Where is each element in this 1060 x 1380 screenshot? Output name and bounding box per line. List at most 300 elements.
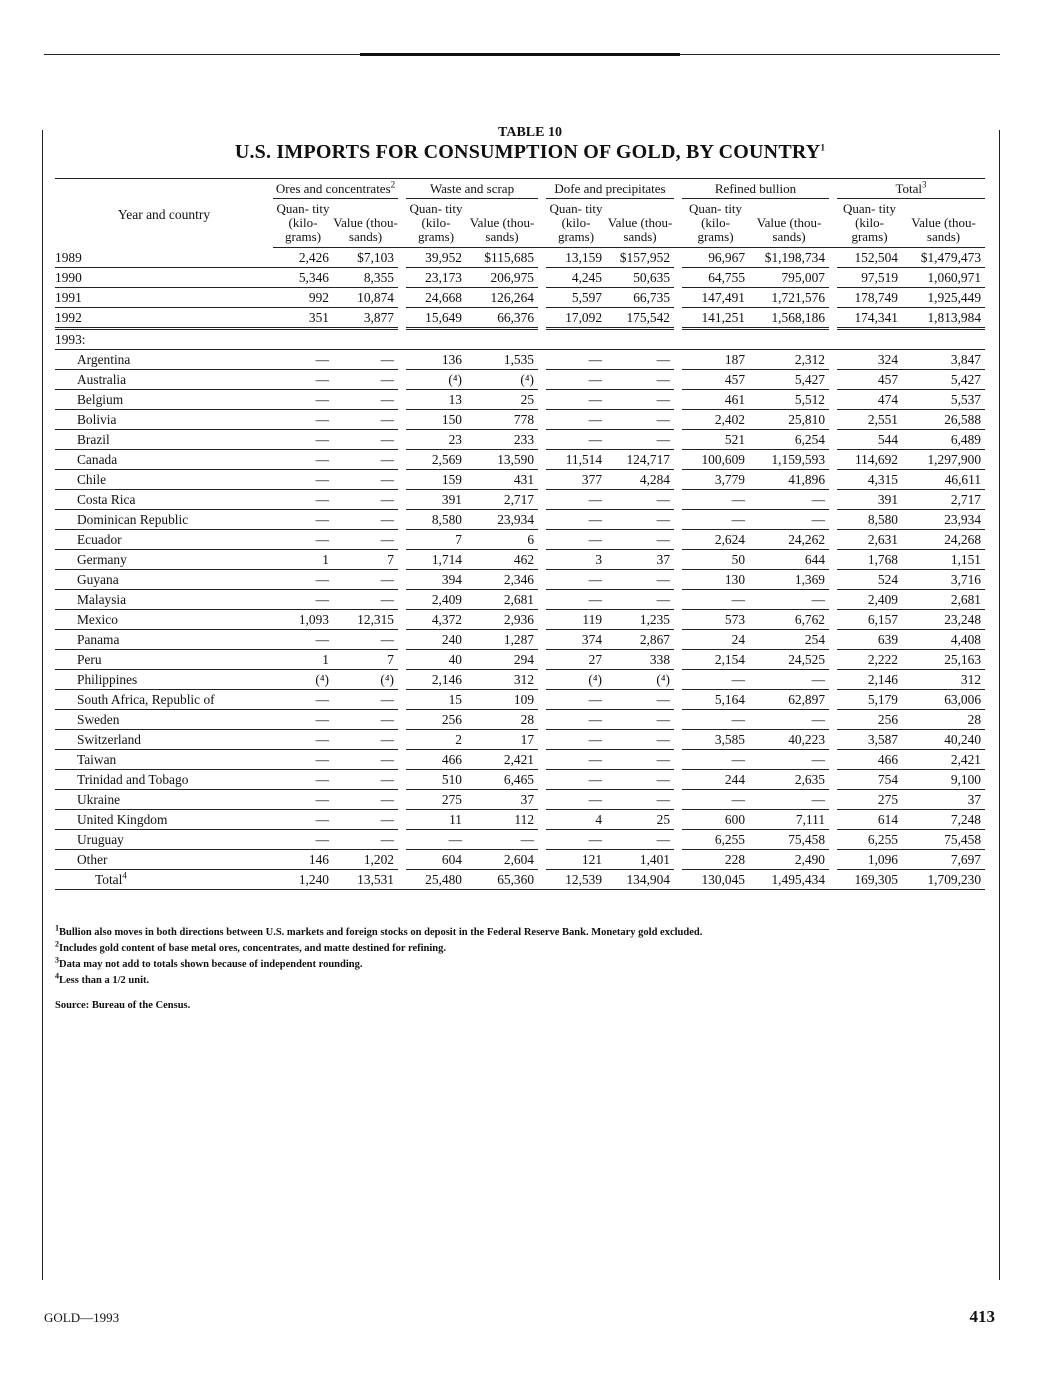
- value-cell: 2,717: [466, 490, 538, 510]
- group-header: [273, 179, 398, 200]
- quantity-cell: 15,649: [406, 308, 466, 329]
- row-label: [55, 308, 273, 329]
- quantity-cell: —: [546, 490, 606, 510]
- quantity-cell: 2: [406, 730, 466, 750]
- column-gap: [538, 670, 546, 690]
- column-gap: [674, 248, 682, 268]
- value-cell: —: [333, 510, 398, 530]
- value-cell: —: [466, 830, 538, 850]
- column-gap: [674, 690, 682, 710]
- column-gap: [538, 630, 546, 650]
- quantity-cell: 114,692: [837, 450, 902, 470]
- quantity-cell: —: [273, 690, 333, 710]
- country-row: [55, 370, 985, 390]
- year-country-header: Year and country: [55, 179, 273, 248]
- value-cell: 62,897: [749, 690, 829, 710]
- value-cell: 63,006: [902, 690, 985, 710]
- value-cell: —: [333, 790, 398, 810]
- row-footnote-mark: 4: [122, 870, 127, 881]
- value-cell: 13,590: [466, 450, 538, 470]
- country-row: [55, 710, 985, 730]
- quantity-cell: 3,587: [837, 730, 902, 750]
- value-cell: —: [333, 690, 398, 710]
- quantity-cell: 614: [837, 810, 902, 830]
- value-cell: 23,934: [902, 510, 985, 530]
- row-label: [55, 750, 273, 770]
- row-label-text: Taiwan: [77, 752, 117, 767]
- row-label: [55, 490, 273, 510]
- row-label: [55, 288, 273, 308]
- row-label-text: Philippines: [77, 672, 138, 687]
- quantity-cell: —: [273, 790, 333, 810]
- group-footnote: 3: [922, 179, 927, 190]
- quantity-cell: 754: [837, 770, 902, 790]
- quantity-cell: 97,519: [837, 268, 902, 288]
- value-cell: —: [606, 370, 674, 390]
- value-cell: —: [333, 410, 398, 430]
- quantity-cell: 3,585: [682, 730, 749, 750]
- value-cell: —: [333, 490, 398, 510]
- column-gap: [829, 610, 837, 630]
- value-column-header: Value (thou- sands): [749, 199, 829, 248]
- country-row: [55, 570, 985, 590]
- quantity-cell: 147,491: [682, 288, 749, 308]
- row-label-text: Argentina: [77, 352, 131, 367]
- value-cell: —: [606, 430, 674, 450]
- value-cell: 778: [466, 410, 538, 430]
- row-label: [55, 650, 273, 670]
- quantity-cell: —: [273, 490, 333, 510]
- country-row: [55, 510, 985, 530]
- column-gap: [829, 308, 837, 329]
- value-cell: 1,287: [466, 630, 538, 650]
- row-label: [55, 810, 273, 830]
- column-gap: [674, 790, 682, 810]
- column-gap: [398, 390, 406, 410]
- column-gap: [829, 510, 837, 530]
- row-label-text: United Kingdom: [77, 812, 168, 827]
- quantity-cell: —: [682, 510, 749, 530]
- row-label-text: Sweden: [77, 712, 120, 727]
- row-label: [55, 329, 273, 350]
- quantity-cell: —: [273, 630, 333, 650]
- quantity-cell: 5,164: [682, 690, 749, 710]
- column-gap: [674, 810, 682, 830]
- quantity-cell: —: [546, 770, 606, 790]
- column-gap: [829, 870, 837, 890]
- row-label: [55, 390, 273, 410]
- value-cell: 2,421: [466, 750, 538, 770]
- quantity-cell: 13: [406, 390, 466, 410]
- page-number: 413: [969, 1307, 995, 1326]
- country-row: [55, 530, 985, 550]
- value-cell: —: [606, 390, 674, 410]
- column-gap: [829, 690, 837, 710]
- quantity-cell: 457: [837, 370, 902, 390]
- column-gap: [829, 490, 837, 510]
- quantity-cell: 178,749: [837, 288, 902, 308]
- value-cell: —: [333, 450, 398, 470]
- value-cell: 6,762: [749, 610, 829, 630]
- value-cell: 24,268: [902, 530, 985, 550]
- value-cell: (⁴): [606, 670, 674, 690]
- quantity-cell: 4: [546, 810, 606, 830]
- value-cell: 13,531: [333, 870, 398, 890]
- quantity-cell: 1,714: [406, 550, 466, 570]
- column-gap: [674, 870, 682, 890]
- quantity-cell: 27: [546, 650, 606, 670]
- row-label: [55, 870, 273, 890]
- column-gap: [538, 770, 546, 790]
- quantity-cell: 461: [682, 390, 749, 410]
- quantity-cell: 146: [273, 850, 333, 870]
- value-cell: —: [333, 390, 398, 410]
- column-gap: [674, 550, 682, 570]
- value-cell: 7: [333, 650, 398, 670]
- value-cell: —: [333, 470, 398, 490]
- column-gap: [674, 410, 682, 430]
- column-gap: [538, 610, 546, 630]
- quantity-cell: —: [273, 530, 333, 550]
- quantity-cell: 1,240: [273, 870, 333, 890]
- quantity-cell: 377: [546, 470, 606, 490]
- value-cell: 312: [466, 670, 538, 690]
- quantity-cell: —: [546, 730, 606, 750]
- value-cell: 1,709,230: [902, 870, 985, 890]
- value-cell: —: [749, 510, 829, 530]
- quantity-cell: 573: [682, 610, 749, 630]
- group-label: Waste and scrap: [429, 181, 515, 196]
- column-gap: [674, 610, 682, 630]
- column-gap: [398, 470, 406, 490]
- column-gap: [674, 850, 682, 870]
- value-column-header: Value (thou- sands): [333, 199, 398, 248]
- table-title-text: U.S. IMPORTS FOR CONSUMPTION OF GOLD, BY COUNTRY: [234, 141, 821, 163]
- quantity-cell: 2,426: [273, 248, 333, 268]
- quantity-cell: —: [682, 750, 749, 770]
- quantity-cell: 25,480: [406, 870, 466, 890]
- column-gap: [398, 790, 406, 810]
- value-cell: 134,904: [606, 870, 674, 890]
- column-gap: [538, 710, 546, 730]
- quantity-cell: 510: [406, 770, 466, 790]
- country-row: [55, 670, 985, 690]
- value-cell: 126,264: [466, 288, 538, 308]
- footnote: [55, 925, 985, 941]
- row-label-text: Ukraine: [77, 792, 121, 807]
- value-cell: —: [749, 670, 829, 690]
- value-cell: (⁴): [333, 670, 398, 690]
- value-cell: 25: [606, 810, 674, 830]
- row-label-text: 1991: [55, 290, 82, 305]
- column-gap: [829, 710, 837, 730]
- value-cell: 9,100: [902, 770, 985, 790]
- quantity-cell: —: [546, 390, 606, 410]
- value-cell: $7,103: [333, 248, 398, 268]
- value-cell: —: [749, 750, 829, 770]
- value-cell: —: [333, 810, 398, 830]
- column-gap: [538, 248, 546, 268]
- quantity-cell: 130,045: [682, 870, 749, 890]
- value-cell: 25,810: [749, 410, 829, 430]
- country-row: [55, 790, 985, 810]
- row-label: [55, 770, 273, 790]
- quantity-cell: 544: [837, 430, 902, 450]
- quantity-cell: 169,305: [837, 870, 902, 890]
- country-row: [55, 810, 985, 830]
- column-gap: [538, 308, 546, 329]
- quantity-cell: 2,551: [837, 410, 902, 430]
- country-row: [55, 430, 985, 450]
- column-gap: [674, 570, 682, 590]
- quantity-cell: 324: [837, 350, 902, 370]
- group-header: [406, 179, 538, 200]
- value-cell: 2,681: [902, 590, 985, 610]
- column-gap: [674, 199, 682, 248]
- value-cell: 175,542: [606, 308, 674, 329]
- quantity-cell: —: [546, 830, 606, 850]
- quantity-cell: 2,631: [837, 530, 902, 550]
- quantity-cell: 2,409: [837, 590, 902, 610]
- quantity-cell: —: [546, 350, 606, 370]
- value-cell: 75,458: [902, 830, 985, 850]
- gold-imports-table: [55, 178, 985, 890]
- column-gap: [829, 248, 837, 268]
- column-gap: [398, 410, 406, 430]
- column-gap: [398, 750, 406, 770]
- quantity-cell: 256: [837, 710, 902, 730]
- column-gap: [538, 530, 546, 550]
- title-footnote-mark: 1: [820, 142, 826, 153]
- value-cell: 5,512: [749, 390, 829, 410]
- column-gap: [829, 268, 837, 288]
- quantity-cell: 474: [837, 390, 902, 410]
- value-cell: —: [333, 350, 398, 370]
- value-cell: 28: [902, 710, 985, 730]
- quantity-cell: —: [273, 370, 333, 390]
- column-gap: [674, 510, 682, 530]
- quantity-cell: —: [546, 530, 606, 550]
- quantity-cell: 121: [546, 850, 606, 870]
- footnote-text: Less than a 1/2 unit.: [59, 975, 150, 986]
- country-row: [55, 690, 985, 710]
- footnote-mark: 4: [55, 971, 59, 981]
- value-cell: 75,458: [749, 830, 829, 850]
- row-label: [55, 830, 273, 850]
- row-label: [55, 530, 273, 550]
- quantity-cell: 992: [273, 288, 333, 308]
- row-label: [55, 410, 273, 430]
- quantity-cell: 521: [682, 430, 749, 450]
- column-gap: [829, 550, 837, 570]
- row-label-text: Ecuador: [77, 532, 122, 547]
- quantity-cell: —: [273, 470, 333, 490]
- column-gap: [398, 268, 406, 288]
- value-cell: 5,427: [749, 370, 829, 390]
- row-label: [55, 570, 273, 590]
- quantity-cell: 2,146: [837, 670, 902, 690]
- value-cell: —: [333, 730, 398, 750]
- column-gap: [674, 730, 682, 750]
- column-gap: [538, 450, 546, 470]
- column-gap: [829, 530, 837, 550]
- value-cell: —: [333, 570, 398, 590]
- row-label: [55, 550, 273, 570]
- quantity-cell: —: [273, 350, 333, 370]
- column-gap: [674, 650, 682, 670]
- column-gap: [674, 470, 682, 490]
- quantity-cell: 11,514: [546, 450, 606, 470]
- footnote: [55, 941, 985, 957]
- quantity-cell: 24: [682, 630, 749, 650]
- row-label-text: Bolivia: [77, 412, 117, 427]
- row-label-text: Peru: [77, 652, 102, 667]
- value-cell: 41,896: [749, 470, 829, 490]
- country-row: [55, 750, 985, 770]
- row-label-text: Germany: [77, 552, 127, 567]
- value-cell: 2,635: [749, 770, 829, 790]
- group-label: Dofe and precipitates: [554, 181, 666, 196]
- column-gap: [398, 810, 406, 830]
- year-row: [55, 248, 985, 268]
- value-cell: 24,262: [749, 530, 829, 550]
- value-cell: 23,934: [466, 510, 538, 530]
- right-margin-bar: [999, 130, 1000, 1280]
- source-note: Source: Bureau of the Census.: [55, 1000, 191, 1011]
- column-gap: [829, 350, 837, 370]
- group-label: Ores and concentrates: [275, 181, 391, 196]
- column-gap: [398, 550, 406, 570]
- country-row: [55, 470, 985, 490]
- quantity-cell: 136: [406, 350, 466, 370]
- column-gap: [674, 830, 682, 850]
- column-gap: [538, 350, 546, 370]
- country-row: [55, 490, 985, 510]
- row-label-text: Uruguay: [77, 832, 124, 847]
- country-row: [55, 610, 985, 630]
- column-gap: [538, 590, 546, 610]
- table-title: [0, 141, 1060, 164]
- column-gap: [398, 490, 406, 510]
- value-cell: 124,717: [606, 450, 674, 470]
- value-cell: 644: [749, 550, 829, 570]
- row-label: [55, 248, 273, 268]
- quantity-cell: —: [546, 790, 606, 810]
- value-cell: 2,490: [749, 850, 829, 870]
- value-cell: $115,685: [466, 248, 538, 268]
- quantity-cell: —: [273, 590, 333, 610]
- value-cell: 795,007: [749, 268, 829, 288]
- column-gap: [674, 770, 682, 790]
- quantity-cell: 374: [546, 630, 606, 650]
- column-gap: [398, 710, 406, 730]
- quantity-cell: —: [273, 450, 333, 470]
- column-gap: [538, 810, 546, 830]
- value-cell: 12,315: [333, 610, 398, 630]
- value-cell: 66,376: [466, 308, 538, 329]
- column-gap: [398, 510, 406, 530]
- quantity-cell: 13,159: [546, 248, 606, 268]
- quantity-cell: 5,597: [546, 288, 606, 308]
- quantity-cell: 2,146: [406, 670, 466, 690]
- quantity-cell: —: [273, 710, 333, 730]
- section-row: [55, 329, 985, 350]
- quantity-cell: 2,569: [406, 450, 466, 470]
- country-row: [55, 450, 985, 470]
- value-cell: 1,925,449: [902, 288, 985, 308]
- column-gap: [829, 750, 837, 770]
- quantity-cell: —: [546, 570, 606, 590]
- column-gap: [829, 590, 837, 610]
- column-gap: [829, 650, 837, 670]
- quantity-cell: (⁴): [273, 670, 333, 690]
- quantity-cell: 2,409: [406, 590, 466, 610]
- quantity-cell: —: [273, 510, 333, 530]
- column-gap: [829, 450, 837, 470]
- value-cell: 4,408: [902, 630, 985, 650]
- quantity-cell: 275: [837, 790, 902, 810]
- row-label-text: 1989: [55, 249, 82, 265]
- column-gap: [829, 850, 837, 870]
- column-gap: [398, 670, 406, 690]
- value-cell: —: [606, 570, 674, 590]
- row-label-text: Total: [95, 872, 123, 887]
- quantity-column-header: Quan- tity (kilo- grams): [273, 199, 333, 248]
- value-cell: (⁴): [466, 370, 538, 390]
- value-cell: —: [333, 430, 398, 450]
- quantity-cell: 6,157: [837, 610, 902, 630]
- row-label-text: Panama: [77, 632, 120, 647]
- row-label: [55, 430, 273, 450]
- row-label-text: Costa Rica: [77, 492, 136, 507]
- value-cell: —: [749, 710, 829, 730]
- column-gap: [398, 530, 406, 550]
- quantity-cell: 639: [837, 630, 902, 650]
- column-gap: [674, 288, 682, 308]
- quantity-cell: 130: [682, 570, 749, 590]
- value-cell: 2,312: [749, 350, 829, 370]
- quantity-cell: —: [273, 430, 333, 450]
- country-row: [55, 630, 985, 650]
- row-label: [55, 710, 273, 730]
- column-gap: [674, 590, 682, 610]
- footer-left: GOLD—1993: [44, 1310, 120, 1325]
- value-column-header: Value (thou- sands): [466, 199, 538, 248]
- quantity-cell: 159: [406, 470, 466, 490]
- value-cell: 4,284: [606, 470, 674, 490]
- value-cell: —: [333, 770, 398, 790]
- column-gap: [674, 530, 682, 550]
- quantity-cell: 8,580: [406, 510, 466, 530]
- row-label-text: South Africa, Republic of: [77, 692, 215, 707]
- column-gap: [829, 730, 837, 750]
- column-gap: [538, 730, 546, 750]
- value-cell: 1,401: [606, 850, 674, 870]
- value-cell: 462: [466, 550, 538, 570]
- quantity-cell: 23,173: [406, 268, 466, 288]
- quantity-cell: 3: [546, 550, 606, 570]
- value-cell: 24,525: [749, 650, 829, 670]
- column-gap: [829, 570, 837, 590]
- value-cell: 6,465: [466, 770, 538, 790]
- value-cell: 1,535: [466, 350, 538, 370]
- column-gap: [538, 430, 546, 450]
- group-header: [837, 179, 985, 200]
- row-label: [55, 610, 273, 630]
- value-cell: —: [333, 710, 398, 730]
- quantity-cell: —: [273, 390, 333, 410]
- column-gap: [538, 690, 546, 710]
